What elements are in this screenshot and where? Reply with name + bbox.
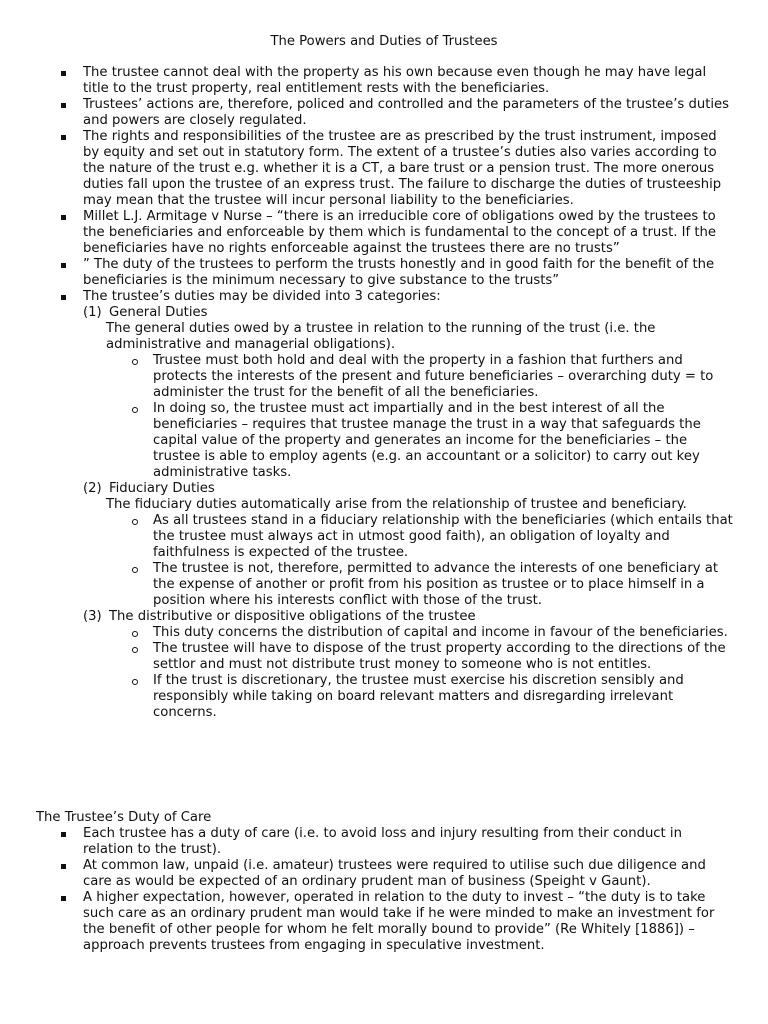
point-text: The trustee is not, therefore, permitted to advance the interests of one beneficiary at the expense of another or profit from his position as trustee or to place himself in a position where his interests conflict with those of the trust. — [153, 561, 719, 608]
circle-bullet-icon — [132, 359, 138, 365]
square-bullet-icon — [61, 215, 66, 220]
category-points — [83, 625, 736, 721]
list-item — [129, 641, 736, 673]
point-text: In doing so, the trustee must act impartially and in the best interest of all the beneficiaries – requires that trustee manage the trust in a way that safeguards the capital value of the property and generates an income for the beneficiaries – the trustee is able to employ agents (e.g. an accountant or a solicitor) to carry out key administrative tasks. — [153, 401, 701, 480]
category-points — [83, 513, 736, 609]
square-bullet-icon — [61, 71, 66, 76]
circle-bullet-icon — [132, 519, 138, 525]
list-item — [129, 673, 736, 721]
circle-bullet-icon — [132, 631, 138, 637]
square-bullet-icon — [61, 263, 66, 268]
list-item — [56, 97, 736, 129]
list-item — [56, 289, 736, 721]
list-item — [129, 625, 736, 641]
category-heading: General Duties — [109, 305, 208, 320]
category-number: (1) — [83, 305, 102, 320]
circle-bullet-icon — [132, 647, 138, 653]
category-heading-row — [83, 481, 736, 497]
list-item — [129, 401, 736, 481]
circle-bullet-icon — [132, 679, 138, 685]
bullet-text: Trustees’ actions are, therefore, policed and controlled and the parameters of the trustee’s duties and powers are closely regulated. — [83, 97, 730, 128]
square-bullet-icon — [61, 295, 66, 300]
list-item — [129, 353, 736, 401]
category-points — [83, 353, 736, 481]
bullet-text: The trustee’s duties may be divided into 3 categories: — [83, 289, 441, 304]
category-fiduciary-duties — [83, 481, 736, 609]
point-text: If the trust is discretionary, the trustee must exercise his discretion sensibly and responsibly while taking on board relevant matters and disregarding irrelevant concerns. — [153, 673, 684, 720]
point-text: The trustee will have to dispose of the trust property according to the directions of the settlor and must not distribute trust money to someone who is not entitles. — [153, 641, 726, 672]
category-general-duties — [83, 305, 736, 481]
circle-bullet-icon — [132, 567, 138, 573]
category-intro: The general duties owed by a trustee in relation to the running of the trust (i.e. the administrative and managerial obligations). — [106, 321, 656, 352]
bullet-text: The trustee cannot deal with the property as his own because even though he may have legal title to the trust property, real entitlement rests with the beneficiaries. — [83, 65, 707, 96]
square-bullet-icon — [61, 135, 66, 140]
circle-bullet-icon — [132, 407, 138, 413]
bullet-text: The rights and responsibilities of the trustee are as prescribed by the trust instrument, imposed by equity and set out in statutory form. The extent of a trustee’s duties also varies according to the nature of the trust e.g. whether it is a CT, a bare trust or a pension trust. The more onerous duties fall upon the trustee of an express trust. The failure to discharge the duties of trusteeship may mean that the trustee will incur personal liability to the beneficiaries. — [83, 129, 722, 208]
list-item — [56, 65, 736, 97]
list-item — [129, 561, 736, 609]
list-item — [56, 858, 736, 890]
square-bullet-icon — [61, 103, 66, 108]
list-item — [56, 129, 736, 209]
page-title: The Powers and Duties of Trustees — [270, 34, 498, 49]
category-intro: The fiduciary duties automatically arise from the relationship of trustee and beneficiary. — [106, 497, 687, 512]
bullet-text: ” The duty of the trustees to perform the trusts honestly and in good faith for the benefit of the beneficiaries is the minimum necessary to give substance to the trusts” — [83, 257, 715, 288]
list-item — [56, 890, 736, 954]
square-bullet-icon — [61, 864, 66, 869]
list-item — [56, 826, 736, 858]
bullet-text: A higher expectation, however, operated in relation to the duty to invest – “the duty is to take such care as an ordinary prudent man would take if he were minded to make an investment for the benefit of other people for whom he felt morally bound to provide” (Re Whitely [1886]) –approach prevents trustees from engaging in speculative investment. — [83, 890, 715, 953]
category-heading-row — [83, 305, 736, 321]
point-text: Trustee must both hold and deal with the property in a fashion that furthers and protects the interests of the present and future beneficiaries – overarching duty = to administer the trust for the benefit of all the beneficiaries. — [153, 353, 714, 400]
list-item — [56, 209, 736, 257]
duty-of-care-bullet-list — [56, 826, 736, 954]
category-heading-row — [83, 609, 736, 625]
category-number: (2) — [83, 481, 102, 496]
category-distributive-obligations — [83, 609, 736, 721]
bullet-text: Each trustee has a duty of care (i.e. to avoid loss and injury resulting from their conduct in relation to the trust). — [83, 826, 682, 857]
square-bullet-icon — [61, 832, 66, 837]
category-heading: Fiduciary Duties — [109, 481, 215, 496]
point-text: As all trustees stand in a fiduciary relationship with the beneficiaries (which entails that the trustee must always act in utmost good faith), an obligation of loyalty and faithfulness is expected of the trustee. — [153, 513, 733, 560]
list-item — [56, 257, 736, 289]
point-text: This duty concerns the distribution of capital and income in favour of the beneficiaries. — [153, 625, 728, 640]
duties-bullet-list — [56, 65, 736, 721]
category-number: (3) — [83, 609, 102, 624]
category-heading: The distributive or dispositive obligations of the trustee — [109, 609, 476, 624]
bullet-text: Millet L.J. Armitage v Nurse – “there is an irreducible core of obligations owed by the trustees to the beneficiaries and enforceable by them which is fundamental to the concept of a trust. If the beneficiaries have no rights enforceable against the trustees there are no trusts” — [83, 209, 717, 256]
square-bullet-icon — [61, 896, 66, 901]
bullet-text: At common law, unpaid (i.e. amateur) trustees were required to utilise such due diligence and care as would be expected of an ordinary prudent man of business (Speight v Gaunt). — [83, 858, 706, 889]
section-heading-duty-of-care: The Trustee’s Duty of Care — [36, 810, 212, 825]
list-item — [129, 513, 736, 561]
